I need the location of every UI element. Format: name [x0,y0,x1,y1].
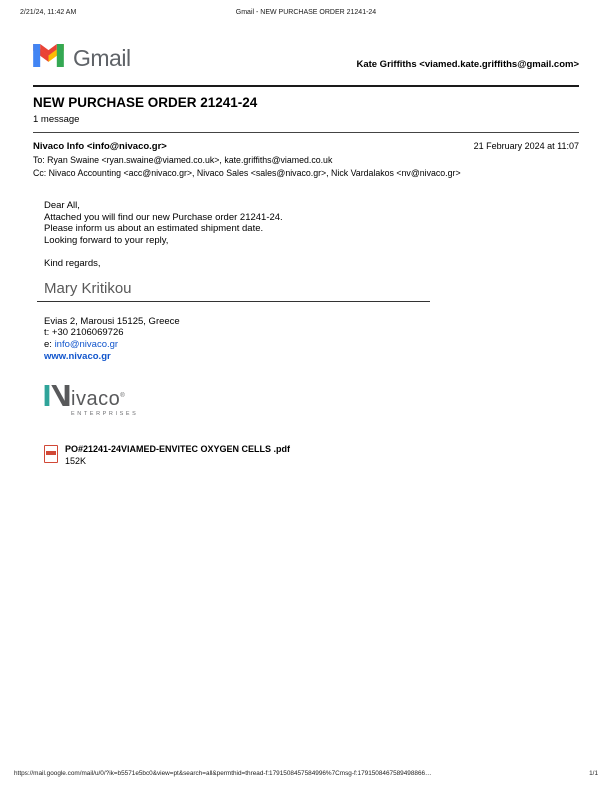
message-content [44,200,579,466]
attachment-item[interactable] [44,444,579,466]
account-owner: Kate Griffiths <viamed.kate.griffiths@gmail.com> [356,59,579,70]
nivaco-logo-mark [44,385,138,409]
thread-divider [33,132,579,133]
signature-name: Mary Kritikou [44,279,132,297]
attachment-filename[interactable]: PO#21241-24VIAMED-ENVITEC OXYGEN CELLS .pdf [65,443,291,454]
registered-mark-icon: ® [120,392,125,399]
print-footer [14,770,598,777]
print-footer-url: https://mail.google.com/mail/u/0/?ik=b5571e5bc0&view=pt&search=all&permthid=thread-f:1791508457584996%7Cmsg-f:1791508467589498866… [14,770,432,777]
print-title: Gmail - NEW PURCHASE ORDER 21241-24 [235,9,377,16]
body-line: Please inform us about an estimated shipment date. [44,223,264,234]
message-count: 1 message [33,114,80,125]
signature-divider [37,301,430,302]
message-body [44,200,579,270]
print-datetime: 2/21/24, 11:42 AM [20,9,77,16]
recipients-cc: Cc: Nivaco Accounting <acc@nivaco.gr>, Nivaco Sales <sales@nivaco.gr>, Nick Vardalakos <nv@nivaco.gr> [33,168,461,178]
nivaco-logo-subtitle: ENTERPRISES [71,410,139,417]
email-prefix: e: [44,339,55,351]
header-divider [33,85,579,87]
message-date: 21 February 2024 at 11:07 [473,141,579,151]
sender: Nivaco Info <info@nivaco.gr> [33,141,167,152]
gmail-logo [33,44,131,72]
closing-line: Kind regards, [44,258,101,269]
nivaco-logo [44,385,138,417]
print-header [20,9,592,16]
body-line: Dear All, [44,200,80,211]
signature-email-link[interactable]: info@nivaco.gr [54,339,119,351]
signature-details [44,316,579,363]
body-line: Looking forward to your reply, [44,234,169,246]
signature-phone: t: +30 2106069726 [44,327,124,339]
body-line: Attached you will find our new Purchase order 21241-24. [44,211,283,223]
signature-website-line [44,351,579,363]
nivaco-logo-text: ivaco [71,387,121,410]
attachment-size: 152K [65,455,87,466]
gmail-header [33,44,579,72]
attachment-info [65,444,290,466]
gmail-wordmark: Gmail [73,44,131,71]
signature-email-line [44,339,579,351]
message-header [33,141,579,152]
thread-subject: NEW PURCHASE ORDER 21241-24 [33,95,258,110]
pdf-file-icon [44,445,58,463]
nivaco-n-icon [44,385,70,409]
signature-website-link[interactable]: www.nivaco.gr [44,350,111,362]
email-signature [44,280,579,418]
print-page-number: 1/1 [589,770,598,777]
signature-address: Evias 2, Marousi 15125, Greece [44,315,180,327]
recipients-to: To: Ryan Swaine <ryan.swaine@viamed.co.uk>, kate.griffiths@viamed.co.uk [33,155,333,165]
gmail-m-icon [33,44,64,72]
